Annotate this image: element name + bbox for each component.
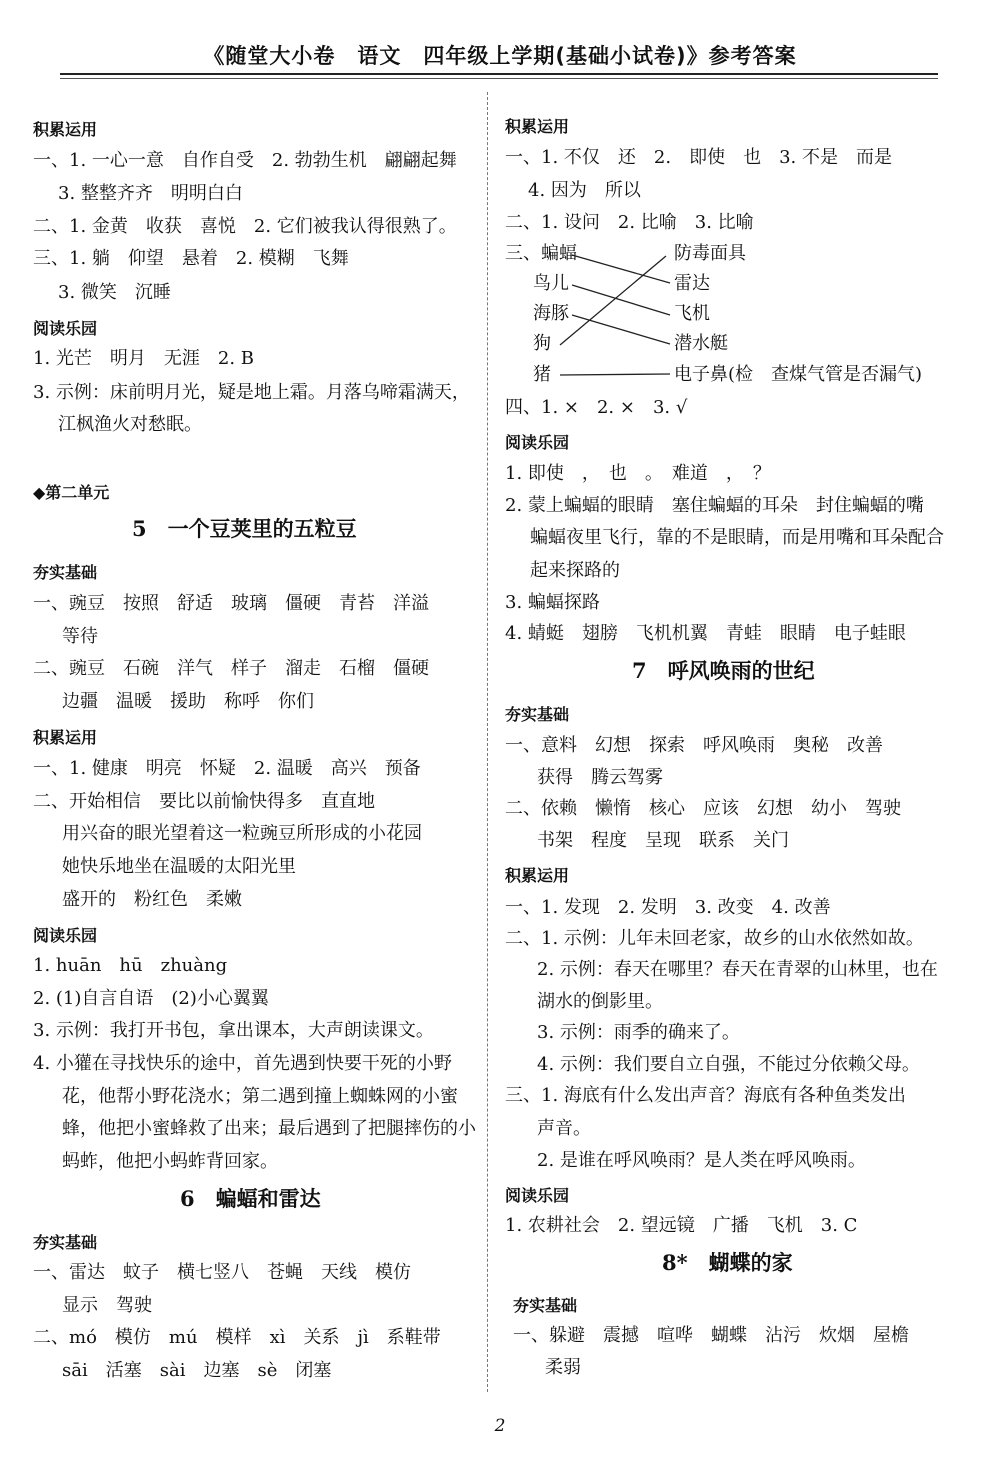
answer-line: 起来探路的: [530, 560, 620, 581]
answer-line: 二、1. 金黄 收获 喜悦 2. 它们被我认得很熟了。: [33, 216, 457, 237]
answer-line: 3. 示例：床前明月光，疑是地上霜。月落乌啼霜满天，: [33, 382, 470, 403]
answer-line: 一、躲避 震撼 喧哗 蝴蝶 沾污 炊烟 屋檐: [513, 1325, 909, 1346]
answer-line: 蜂，他把小蜜蜂救了出来；最后遇到了把腿摔伤的小: [62, 1118, 476, 1139]
answer-line: 4. 小獾在寻找快乐的途中，首先遇到快要干死的小野: [33, 1053, 452, 1074]
matching-left-item: 鸟儿: [533, 273, 569, 294]
match-line: [560, 374, 670, 375]
section-label: 夯实基础: [33, 1233, 98, 1252]
page-number: 2: [494, 1416, 506, 1436]
answer-line: 三、1. 躺 仰望 悬着 2. 模糊 飞舞: [33, 248, 349, 269]
answer-line: 她快乐地坐在温暖的太阳光里: [62, 856, 296, 877]
answer-line: 2. 蒙上蝙蝠的眼睛 塞住蝙蝠的耳朵 封住蝙蝠的嘴: [505, 495, 924, 516]
matching-left-item: 海豚: [533, 303, 569, 324]
answer-line: 3. 示例：雨季的确来了。: [537, 1022, 740, 1043]
answer-line: 蚂蚱，他把小蚂蚱背回家。: [62, 1151, 278, 1172]
section-label: 阅读乐园: [33, 926, 98, 945]
answer-line: 声音。: [537, 1118, 591, 1139]
answer-line: 4. 示例：我们要自立自强，不能过分依赖父母。: [537, 1054, 920, 1075]
answer-line: 蝙蝠夜里飞行，靠的不是眼睛，而是用嘴和耳朵配合: [530, 527, 944, 548]
answer-line: 1. 光芒 明月 无涯 2. B: [33, 348, 255, 369]
answer-line: 一、意料 幻想 探索 呼风唤雨 奥秘 改善: [505, 735, 883, 756]
answer-line: 边疆 温暖 援助 称呼 你们: [62, 691, 314, 712]
answer-line: 湖水的倒影里。: [537, 991, 663, 1012]
answer-line: 一、1. 不仅 还 2. 即使 也 3. 不是 而是: [505, 147, 892, 168]
matching-right-item: 雷达: [674, 273, 710, 294]
matching-right-item: 防毒面具: [674, 243, 746, 264]
answer-line: 3. 整整齐齐 明明白白: [58, 183, 243, 204]
section-label: 阅读乐园: [33, 319, 98, 338]
answer-line: 柔弱: [545, 1357, 581, 1378]
answer-line: 一、1. 发现 2. 发明 3. 改变 4. 改善: [505, 897, 831, 918]
match-line: [572, 255, 670, 283]
matching-right-item: 电子鼻(检 查煤气管是否漏气): [674, 364, 923, 385]
matching-left-item: 猪: [533, 364, 551, 385]
answer-line: 盛开的 粉红色 柔嫩: [62, 889, 242, 910]
section-label: 阅读乐园: [505, 433, 570, 452]
matching-left-item: 狗: [533, 333, 551, 354]
section-label: 夯实基础: [33, 563, 98, 582]
match-line: [560, 256, 666, 345]
unit-heading: ◆第二单元: [33, 483, 110, 502]
matching-right-item: 飞机: [674, 303, 710, 324]
matching-right-item: 潜水艇: [674, 333, 728, 354]
answer-line: 2. 示例：春天在哪里？春天在青翠的山林里，也在: [537, 959, 938, 980]
section-label: 阅读乐园: [505, 1186, 570, 1205]
answer-line: 3. 蝙蝠探路: [505, 592, 600, 613]
answer-line: 3. 示例：我打开书包，拿出课本，大声朗读课文。: [33, 1020, 434, 1041]
section-label: 夯实基础: [505, 705, 570, 724]
answer-line: 4. 因为 所以: [528, 180, 641, 201]
answer-line: 花，他帮小野花浇水；第二遇到撞上蜘蛛网的小蜜: [62, 1086, 458, 1107]
section-label: 夯实基础: [513, 1296, 578, 1315]
match-line: [572, 285, 670, 315]
answer-line: sāi 活塞 sài 边塞 sè 闭塞: [62, 1360, 332, 1381]
lesson-title: 8* 蝴蝶的家: [662, 1250, 793, 1275]
answer-line: 2. (1)自言自语 (2)小心翼翼: [33, 988, 269, 1009]
match-line: [572, 315, 670, 344]
answer-line: 获得 腾云驾雾: [537, 767, 663, 788]
answer-line: 书架 程度 呈现 联系 关门: [537, 830, 789, 851]
answer-line: 显示 驾驶: [62, 1295, 152, 1316]
answer-line: 1. huān hū zhuàng: [33, 955, 228, 976]
answer-line: 3. 微笑 沉睡: [58, 282, 171, 303]
answer-line: 四、1. × 2. × 3. √: [505, 397, 688, 418]
answer-line: 二、豌豆 石碗 洋气 样子 溜走 石榴 僵硬: [33, 658, 429, 679]
answer-line: 二、开始相信 要比以前愉快得多 直直地: [33, 791, 375, 812]
answer-line: 1. 即使 ， 也 。 难道 ， ？: [505, 463, 771, 484]
section-label: 积累运用: [505, 117, 570, 136]
lesson-title: 7 呼风唤雨的世纪: [632, 658, 815, 683]
lesson-title: 5 一个豆荚里的五粒豆: [132, 516, 357, 541]
answer-line: 一、1. 健康 明亮 怀疑 2. 温暖 高兴 预备: [33, 758, 421, 779]
answer-line: 4. 蜻蜓 翅膀 飞机机翼 青蛙 眼睛 电子蛙眼: [505, 623, 906, 644]
matching-left-item: 三、蝙蝠: [505, 243, 577, 264]
answer-line: 2. 是谁在呼风唤雨？是人类在呼风唤雨。: [537, 1150, 866, 1171]
answer-line: 1. 农耕社会 2. 望远镜 广播 飞机 3. C: [505, 1215, 858, 1236]
answer-line: 二、mó 模仿 mú 模样 xì 关系 jì 系鞋带: [33, 1327, 441, 1348]
answer-line: 一、雷达 蚊子 横七竖八 苍蝇 天线 模仿: [33, 1262, 411, 1283]
answer-line: 三、1. 海底有什么发出声音？海底有各种鱼类发出: [505, 1085, 906, 1106]
section-label: 积累运用: [505, 866, 570, 885]
answer-line: 一、豌豆 按照 舒适 玻璃 僵硬 青苔 洋溢: [33, 593, 429, 614]
answer-line: 二、1. 示例：儿年未回老家，故乡的山水依然如故。: [505, 928, 924, 949]
answer-line: 一、1. 一心一意 自作自受 2. 勃勃生机 翩翩起舞: [33, 150, 457, 171]
section-label: 积累运用: [33, 728, 98, 747]
answer-line: 等待: [62, 626, 98, 647]
answer-line: 用兴奋的眼光望着这一粒豌豆所形成的小花园: [62, 823, 422, 844]
lesson-title: 6 蝙蝠和雷达: [180, 1186, 321, 1211]
answer-line: 二、1. 设问 2. 比喻 3. 比喻: [505, 212, 754, 233]
section-label: 积累运用: [33, 120, 98, 139]
page-header: 《随堂大小卷 语文 四年级上学期(基础小试卷)》参考答案: [203, 44, 797, 68]
answer-line: 二、依赖 懒惰 核心 应该 幻想 幼小 驾驶: [505, 798, 901, 819]
answer-line: 江枫渔火对愁眠。: [58, 414, 202, 435]
